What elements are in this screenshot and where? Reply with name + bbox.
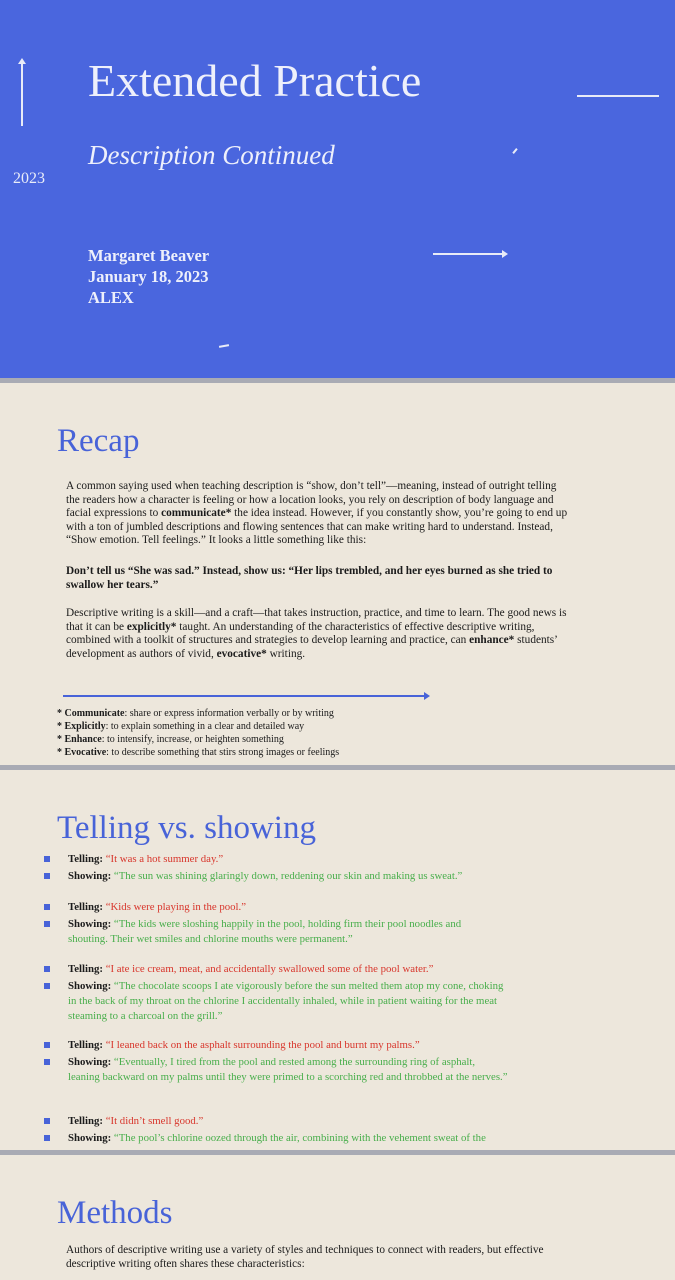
bullet-icon <box>44 983 50 989</box>
telling-label: Telling <box>68 853 100 865</box>
arrow-line-decoration <box>433 253 503 255</box>
arrow-up-icon <box>18 58 26 64</box>
glossary-term: * Evocative <box>57 747 107 758</box>
recap-example: Don’t tell us “She was sad.” Instead, show us: “Her lips trembled, and her eyes burned as she tried to swallow her tears.” <box>66 565 553 591</box>
tick-decoration <box>512 148 517 154</box>
year-label: 2023 <box>13 170 45 187</box>
showing-text-continued: shouting. Their wet smiles and chlorine mouths were permanent.” <box>68 933 353 945</box>
vertical-line-decoration <box>21 62 23 126</box>
term-enhance: enhance* <box>469 634 515 647</box>
bullet-icon <box>44 1135 50 1141</box>
telling-item: Telling: “I leaned back on the asphalt surrounding the pool and burnt my palms.” <box>44 1038 514 1053</box>
term-explicitly: explicitly* <box>126 620 177 633</box>
telling-label: Telling <box>68 901 100 913</box>
horizontal-rule-decoration <box>577 95 659 97</box>
arrow-right-icon <box>502 250 508 258</box>
showing-label: Showing <box>68 980 108 992</box>
glossary-definition: : share or express information verbally or by writing <box>124 708 334 719</box>
showing-text: “The chocolate scoops I ate vigorously before the sun melted them atop my cone, choking <box>113 980 504 992</box>
bullet-icon <box>44 966 50 972</box>
bullet-icon <box>44 921 50 927</box>
telling-label: Telling <box>68 1115 100 1127</box>
glossary-term: * Explicitly <box>57 721 106 732</box>
recap-paragraph-2 <box>66 607 572 661</box>
showing-item: Showing: “The chocolate scoops I ate vigorously before the sun melted them atop my cone, choking <box>44 979 514 994</box>
arrow-line-decoration <box>63 695 425 697</box>
showing-text: “The kids were sloshing happily in the pool, holding firm their pool noodles and <box>113 918 462 930</box>
bullet-icon <box>44 904 50 910</box>
telling-label: Telling <box>68 1039 100 1051</box>
telling-text: “I ate ice cream, meat, and accidentally swallowed some of the pool water.” <box>105 963 434 975</box>
page-title: Extended Practice <box>88 55 422 106</box>
showing-label: Showing <box>68 918 108 930</box>
showing-item: Showing: “The pool’s chlorine oozed through the air, combining with the vehement sweat of the <box>44 1131 514 1146</box>
presentation-date: January 18, 2023 <box>88 267 209 286</box>
showing-label: Showing <box>68 870 108 882</box>
arrow-right-icon <box>424 692 430 700</box>
text-run: writing. <box>266 647 306 660</box>
showing-text: “The sun was shining glaringly down, reddening our skin and making us sweat.” <box>113 870 463 882</box>
showing-item: Showing: “The kids were sloshing happily in the pool, holding firm their pool noodles and <box>44 917 514 932</box>
term-communicate: communicate* <box>161 507 232 520</box>
glossary-definition: : to intensify, increase, or heighten something <box>101 734 284 745</box>
telling-item: Telling: “Kids were playing in the pool.” <box>44 900 514 915</box>
glossary-item <box>57 733 339 746</box>
bullet-icon <box>44 873 50 879</box>
telling-item: Telling: “It was a hot summer day.” <box>44 852 514 867</box>
author-block <box>88 245 209 308</box>
showing-text-continued: in the back of my throat on the chlorine I accidentally inhaled, while in patient waiting for the meat steaming to a charcoal on the grill.” <box>68 995 498 1022</box>
recap-heading: Recap <box>57 423 140 459</box>
methods-heading: Methods <box>57 1195 173 1231</box>
text-run: students’ development as authors of vivid, <box>66 634 558 660</box>
bullet-icon <box>44 856 50 862</box>
glossary-item <box>57 746 339 759</box>
telling-text: “Kids were playing in the pool.” <box>105 901 247 913</box>
recap-paragraph-1 <box>66 480 572 548</box>
showing-text: “The pool’s chlorine oozed through the air, combining with the vehement sweat of the <box>113 1132 486 1144</box>
showing-item: Showing: “The sun was shining glaringly down, reddening our skin and making us sweat.” <box>44 869 514 884</box>
recap-slide <box>0 383 675 765</box>
methods-paragraph: Authors of descriptive writing use a variety of styles and techniques to connect with readers, but effective descriptive writing often shares these characteristics: <box>66 1244 544 1270</box>
showing-text-continued: leaning backward on my palms until they were primed to a scorching red and throbbed at the nerves.” <box>68 1071 508 1083</box>
methods-slide <box>0 1155 675 1280</box>
page-subtitle: Description Continued <box>88 140 335 170</box>
showing-text: “Eventually, I tired from the pool and rested among the surrounding ring of asphalt, <box>113 1056 476 1068</box>
text-run: Descriptive writing is a skill—and a craft—that takes instruction, practice, and time to learn. The good news is that it can be <box>66 607 567 633</box>
telling-item: Telling: “I ate ice cream, meat, and accidentally swallowed some of the pool water.” <box>44 962 514 977</box>
bullet-icon <box>44 1118 50 1124</box>
glossary-item <box>57 707 339 720</box>
glossary-item <box>57 720 339 733</box>
glossary-term: * Enhance <box>57 734 102 745</box>
telling-label: Telling <box>68 963 100 975</box>
bullet-icon <box>44 1059 50 1065</box>
glossary-definition: : to describe something that stirs strong images or feelings <box>106 747 340 758</box>
telling-text: “I leaned back on the asphalt surrounding the pool and burnt my palms.” <box>105 1039 420 1051</box>
telling-showing-slide <box>0 770 675 1150</box>
glossary-term: * Communicate <box>57 708 125 719</box>
telling-showing-heading: Telling vs. showing <box>57 810 316 846</box>
telling-text: “It didn’t smell good.” <box>105 1115 204 1127</box>
showing-item: Showing: “Eventually, I tired from the pool and rested among the surrounding ring of asphalt, <box>44 1055 514 1070</box>
text-run: the idea instead. However, if you constantly show, you’re going to end up with a ton of jumbled descriptions and flowing sentences that can make writing hard to understand. Instead, “Show emotion. Tell feelings.” It looks a little something like this: <box>66 507 568 547</box>
author-name: Margaret Beaver <box>88 246 210 265</box>
organization: ALEX <box>88 288 134 307</box>
text-run: A common saying used when teaching description is “show, don’t tell”—meaning, instead of outright telling the readers how a character is feeling or how a location looks, you rely on description of body language and facial expressions to <box>66 480 557 520</box>
glossary-definition: : to explain something in a clear and detailed way <box>105 721 305 732</box>
squiggle-decoration <box>219 344 229 348</box>
telling-text: “It was a hot summer day.” <box>105 853 224 865</box>
showing-label: Showing <box>68 1132 108 1144</box>
bullet-icon <box>44 1042 50 1048</box>
term-evocative: evocative* <box>216 647 267 660</box>
telling-item: Telling: “It didn’t smell good.” <box>44 1114 514 1129</box>
title-slide <box>0 0 675 378</box>
text-run: taught. An understanding of the characteristics of effective descriptive writing, combined with a toolkit of structures and strategies to develop learning and practice, can <box>66 620 535 647</box>
showing-label: Showing <box>68 1056 108 1068</box>
glossary <box>57 707 339 759</box>
